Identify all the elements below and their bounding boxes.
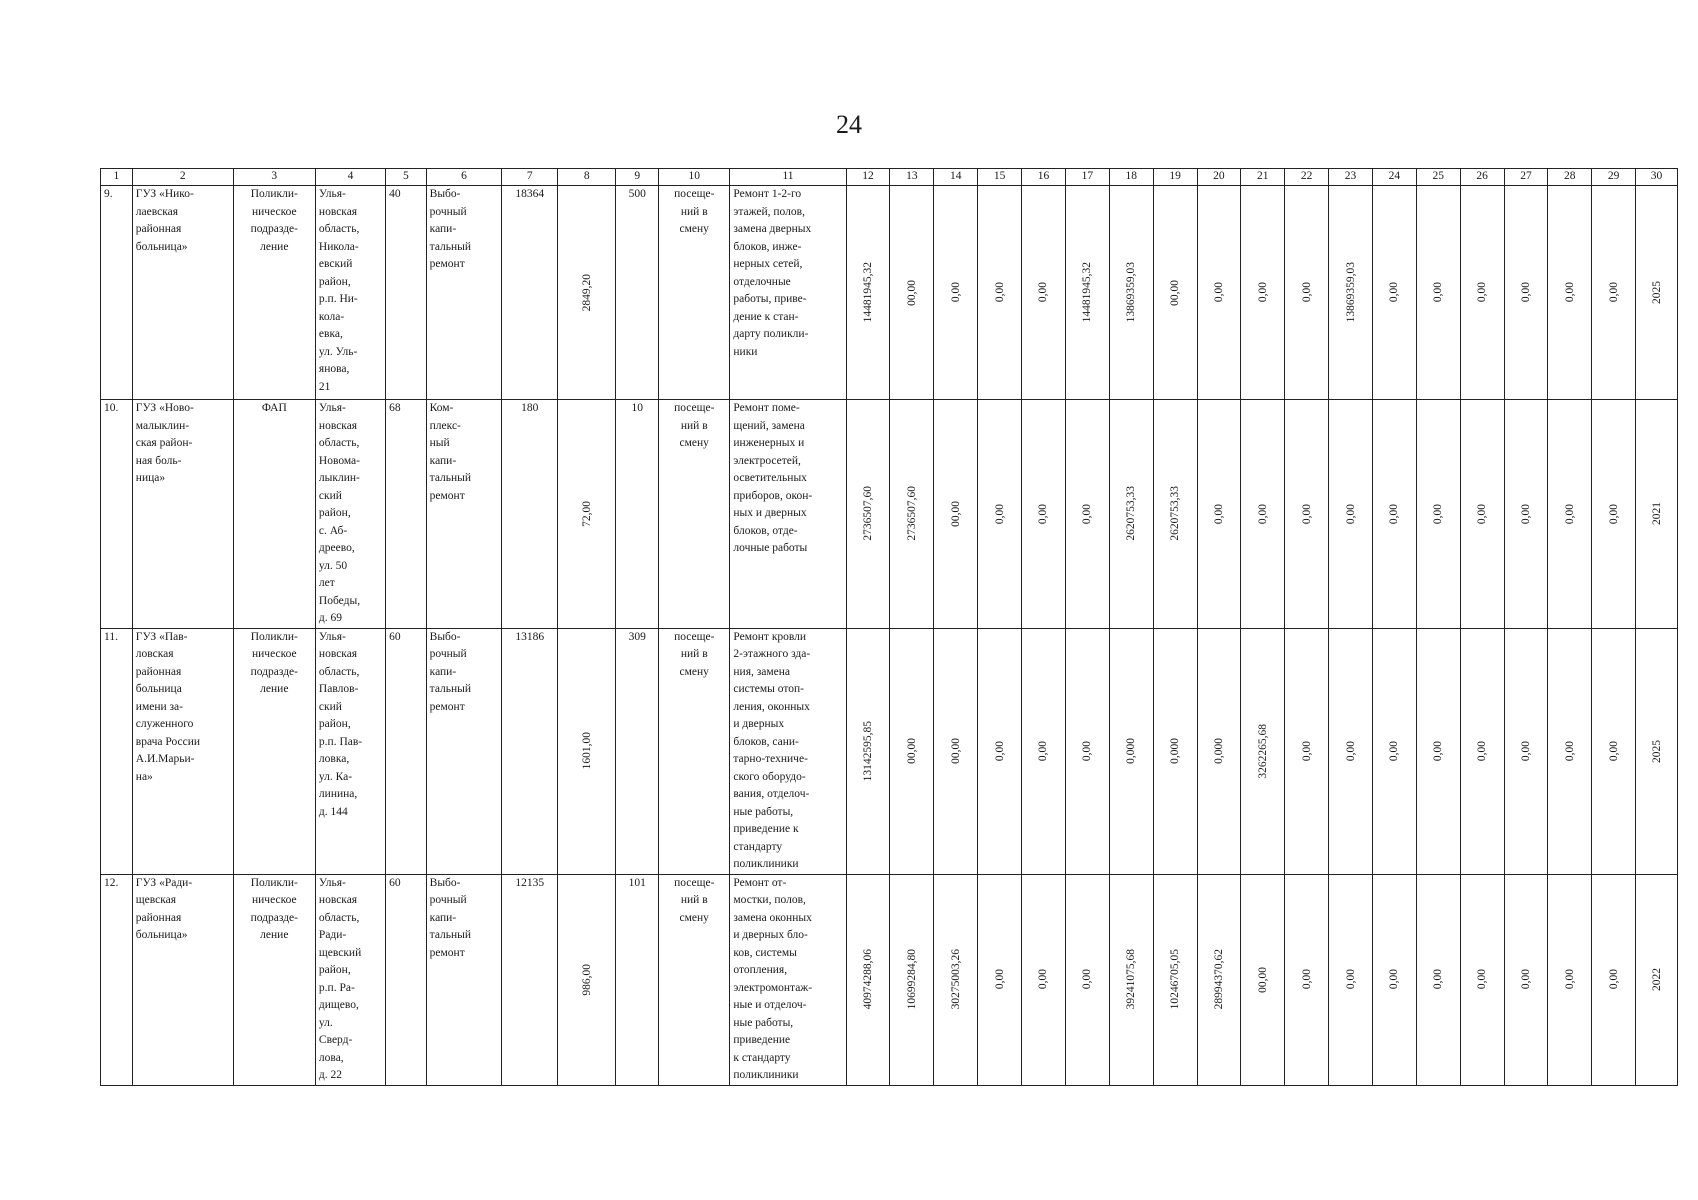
amount-column-20-text: 0,000 (1212, 738, 1225, 764)
institution-name (132, 186, 233, 400)
amount-column-17-text: 0,00 (1081, 740, 1094, 762)
amount-column-12-text: 13142595,85 (862, 720, 875, 782)
column-5-value (386, 874, 427, 1085)
amount-column-20 (1197, 874, 1241, 1085)
completion-year-text: 2022 (1650, 968, 1663, 991)
unit-type-text: Поликли- ническое подразде- ление (250, 188, 298, 253)
amount-column-13-text: 00,00 (905, 738, 918, 764)
amount-column-20-text: 0,00 (1212, 503, 1225, 524)
amount-column-17 (1065, 186, 1109, 400)
column-number: 29 (1592, 169, 1636, 186)
table-row (101, 628, 1678, 874)
amount-column-21-text: 3262265,68 (1256, 723, 1269, 779)
amount-column-17-text: 14481945,32 (1081, 262, 1094, 323)
amount-column-24 (1372, 186, 1416, 400)
amount-column-24 (1372, 400, 1416, 629)
column-9-value-text: 309 (628, 630, 646, 643)
unit-type (233, 874, 315, 1085)
column-8-value (558, 400, 616, 629)
column-number: 9 (616, 169, 659, 186)
capacity-unit (659, 628, 730, 874)
amount-column-15-text: 0,00 (993, 503, 1006, 524)
amount-column-24 (1372, 874, 1416, 1085)
capacity-unit-text: посеще- ний в смену (674, 402, 715, 449)
amount-column-15 (978, 186, 1022, 400)
completion-year-text: 2025 (1650, 281, 1663, 304)
address (315, 628, 385, 874)
column-number: 14 (934, 169, 978, 186)
institution-name-text: ГУЗ «Ново- малыклин- ская район- ная боль- ница» (135, 402, 194, 484)
column-number: 16 (1022, 169, 1066, 186)
amount-column-20 (1197, 628, 1241, 874)
column-number: 27 (1504, 169, 1548, 186)
amount-column-19-text: 00,00 (1169, 279, 1182, 306)
column-9-value (616, 186, 659, 400)
amount-column-23 (1329, 874, 1373, 1085)
capacity-unit-text: посеще- ний в смену (674, 630, 715, 678)
amount-column-22-text: 0,00 (1300, 282, 1313, 303)
column-number: 19 (1153, 169, 1197, 186)
amount-column-23-text: 13869359,03 (1344, 262, 1357, 323)
column-5-value-text: 40 (389, 188, 401, 200)
column-8-value-text: 1601,00 (580, 732, 593, 770)
row-number (101, 186, 133, 400)
amount-column-21 (1241, 400, 1285, 629)
amount-column-16 (1022, 400, 1066, 629)
column-7-value (502, 628, 558, 874)
amount-column-18 (1109, 186, 1153, 400)
address (315, 186, 385, 400)
amount-column-12 (846, 186, 890, 400)
column-7-value-text: 13186 (515, 630, 545, 643)
amount-column-26-text: 0,00 (1476, 740, 1489, 762)
column-5-value-text: 60 (389, 876, 401, 889)
column-number: 13 (890, 169, 934, 186)
institution-name-text: ГУЗ «Нико- лаевская районная больница» (135, 188, 194, 253)
amount-column-18 (1109, 400, 1153, 629)
works-description (730, 400, 846, 629)
table-row (101, 186, 1678, 400)
completion-year-text: 2021 (1650, 502, 1663, 526)
amount-column-18-text: 0,000 (1125, 738, 1138, 764)
completion-year (1636, 186, 1678, 400)
column-number: 15 (978, 169, 1022, 186)
column-9-value-text: 101 (628, 876, 646, 889)
amount-column-16-text: 0,00 (1037, 282, 1050, 303)
capacity-unit (659, 874, 730, 1085)
column-9-value-text: 500 (628, 188, 646, 200)
amount-column-15 (978, 874, 1022, 1085)
amount-column-22 (1285, 400, 1329, 629)
amount-column-19 (1153, 874, 1197, 1085)
column-5-value (386, 628, 427, 874)
column-number: 7 (502, 169, 558, 186)
institution-name (132, 400, 233, 629)
column-7-value-text: 180 (521, 402, 539, 414)
column-number: 17 (1065, 169, 1109, 186)
repair-type (426, 400, 502, 629)
amount-column-13-text: 10699284,80 (905, 949, 918, 1010)
amount-column-27-text: 0,00 (1519, 969, 1532, 990)
amount-column-18 (1109, 874, 1153, 1085)
capacity-unit (659, 400, 730, 629)
amount-column-14 (934, 628, 978, 874)
amount-column-26 (1460, 400, 1504, 629)
column-9-value (616, 628, 659, 874)
amount-column-15-text: 0,00 (993, 282, 1006, 303)
amount-column-14 (934, 874, 978, 1085)
column-9-value (616, 400, 659, 629)
column-number: 28 (1548, 169, 1592, 186)
column-number: 26 (1460, 169, 1504, 186)
amount-column-23-text: 0,00 (1344, 740, 1357, 762)
column-number: 5 (386, 169, 427, 186)
amount-column-22 (1285, 874, 1329, 1085)
completion-year (1636, 400, 1678, 629)
unit-type (233, 186, 315, 400)
amount-column-24 (1372, 628, 1416, 874)
column-8-value-text: 986,00 (580, 963, 593, 996)
unit-type-text: ФАП (261, 402, 287, 414)
amount-column-26 (1460, 186, 1504, 400)
amount-column-24-text: 0,00 (1388, 503, 1401, 524)
column-7-value-text: 12135 (515, 876, 545, 889)
amount-column-13 (890, 628, 934, 874)
works-description (730, 186, 846, 400)
amount-column-25-text: 0,00 (1432, 503, 1445, 524)
amount-column-20-text: 28994370,62 (1212, 949, 1225, 1010)
amount-column-13-text: 2736507,60 (905, 486, 918, 542)
column-9-value (616, 874, 659, 1085)
amount-column-12-text: 40974288,06 (862, 949, 875, 1010)
amount-column-21 (1241, 874, 1285, 1085)
amount-column-17 (1065, 400, 1109, 629)
amount-column-20 (1197, 186, 1241, 400)
completion-year (1636, 628, 1678, 874)
amount-column-20 (1197, 400, 1241, 629)
column-number: 6 (426, 169, 502, 186)
amount-column-14-text: 0,00 (949, 282, 962, 303)
row-number-text: 9. (104, 188, 113, 200)
repair-type (426, 186, 502, 400)
amount-column-22-text: 0,00 (1300, 503, 1313, 524)
amount-column-16 (1022, 628, 1066, 874)
column-number: 4 (315, 169, 385, 186)
amount-column-28-text: 0,00 (1563, 740, 1576, 762)
amount-column-15 (978, 628, 1022, 874)
amount-column-27 (1504, 186, 1548, 400)
table-row (101, 874, 1678, 1085)
column-number: 10 (659, 169, 730, 186)
works-description (730, 628, 846, 874)
amount-column-19 (1153, 186, 1197, 400)
amount-column-29 (1592, 186, 1636, 400)
amount-column-13 (890, 186, 934, 400)
amount-column-27 (1504, 874, 1548, 1085)
amount-column-28-text: 0,00 (1563, 969, 1576, 990)
amount-column-29 (1592, 400, 1636, 629)
repair-type-text: Выбо- рочный капи- тальный ремонт (429, 876, 472, 959)
column-number: 25 (1416, 169, 1460, 186)
amount-column-19-text: 0,000 (1169, 738, 1182, 764)
row-number (101, 628, 133, 874)
amount-column-14-text: 30275003,26 (949, 949, 962, 1010)
column-number: 24 (1372, 169, 1416, 186)
amount-column-12-text: 14481945,32 (862, 262, 875, 323)
column-number: 18 (1109, 169, 1153, 186)
amount-column-29-text: 0,00 (1607, 503, 1620, 524)
column-number: 11 (730, 169, 846, 186)
amount-column-25-text: 0,00 (1432, 969, 1445, 990)
capacity-unit-text: посеще- ний в смену (674, 876, 715, 924)
amount-column-25 (1416, 874, 1460, 1085)
amount-column-24-text: 0,00 (1388, 740, 1401, 762)
column-5-value-text: 68 (389, 402, 401, 414)
amount-column-29 (1592, 874, 1636, 1085)
amount-column-14-text: 00,00 (949, 500, 962, 527)
amount-column-15-text: 0,00 (993, 969, 1006, 990)
amount-column-21 (1241, 186, 1285, 400)
amount-column-29-text: 0,00 (1607, 740, 1620, 762)
amount-column-21-text: 00,00 (1256, 966, 1269, 993)
column-8-value (558, 186, 616, 400)
amount-column-19-text: 10246705,05 (1169, 949, 1182, 1010)
amount-column-12-text: 2736507,60 (862, 486, 875, 542)
column-5-value-text: 60 (389, 630, 401, 643)
column-number: 8 (558, 169, 616, 186)
amount-column-25 (1416, 186, 1460, 400)
amount-column-18-text: 39241075,68 (1125, 949, 1138, 1010)
amount-column-28 (1548, 186, 1592, 400)
column-5-value (386, 400, 427, 629)
column-number: 3 (233, 169, 315, 186)
amount-column-22-text: 0,00 (1300, 969, 1313, 990)
amount-column-27-text: 0,00 (1519, 282, 1532, 303)
amount-column-24-text: 0,00 (1388, 282, 1401, 303)
amount-column-27 (1504, 400, 1548, 629)
works-description-text: Ремонт кровли 2-этажного зда- ния, замена системы отоп- ления, оконных и дверных блоков, сани- тарно-техниче- ского оборудо- вания, отделоч- ные работы, приведение к стандарту поликлиники (733, 630, 811, 870)
amount-column-23 (1329, 628, 1373, 874)
column-number: 1 (101, 169, 133, 186)
column-number-row (101, 169, 1678, 186)
address (315, 400, 385, 629)
amount-column-17 (1065, 628, 1109, 874)
capacity-unit-text: посеще- ний в смену (674, 188, 715, 235)
amount-column-16 (1022, 874, 1066, 1085)
amount-column-20-text: 0,00 (1212, 282, 1225, 303)
amount-column-23-text: 0,00 (1344, 969, 1357, 990)
works-description-text: Ремонт от- мостки, полов, замена оконных и дверных бло- ков, системы отопления, электромонтаж- ные и отделоч- ные работы, приведение к стандарту поликлиники (733, 876, 813, 1081)
address-text: Улья- новская область, Никола- евский район, р.п. Ни- кола- евка, ул. Уль- янова, 21 (318, 188, 360, 393)
column-number: 12 (846, 169, 890, 186)
amount-column-12 (846, 628, 890, 874)
amount-column-28 (1548, 628, 1592, 874)
unit-type-text: Поликли- ническое подразде- ление (250, 876, 298, 941)
amount-column-23 (1329, 186, 1373, 400)
capacity-unit (659, 186, 730, 400)
amount-column-18 (1109, 628, 1153, 874)
amount-column-14 (934, 400, 978, 629)
column-number: 20 (1197, 169, 1241, 186)
column-number: 30 (1636, 169, 1678, 186)
amount-column-15-text: 0,00 (993, 740, 1006, 762)
amount-column-19-text: 2620753,33 (1169, 486, 1182, 542)
table-row (101, 400, 1678, 629)
institution-name-text: ГУЗ «Ради- щевская районная больница» (135, 876, 193, 941)
amount-column-16-text: 0,00 (1037, 969, 1050, 990)
page-number: 24 (836, 110, 862, 139)
amount-column-28 (1548, 874, 1592, 1085)
institution-name (132, 628, 233, 874)
address-text: Улья- новская область, Новома- лыклин- ский район, с. Аб- дреево, ул. 50 лет Победы, д. 69 (318, 402, 361, 624)
amount-column-22 (1285, 186, 1329, 400)
amount-column-28-text: 0,00 (1563, 503, 1576, 524)
amount-column-13 (890, 874, 934, 1085)
unit-type-text: Поликли- ническое подразде- ление (250, 630, 298, 695)
column-5-value (386, 186, 427, 400)
amount-column-17-text: 0,00 (1081, 503, 1094, 524)
amount-column-18-text: 2620753,33 (1125, 486, 1138, 542)
column-9-value-text: 10 (631, 402, 643, 414)
amount-column-16 (1022, 186, 1066, 400)
works-description-text: Ремонт 1-2-го этажей, полов, замена дверных блоков, инже- нерных сетей, отделочные работы, приве- дение к стан- дарту поликли- ники (733, 188, 812, 358)
address-text: Улья- новская область, Павлов- ский район, р.п. Пав- ловка, ул. Ка- линина, д. 144 (318, 630, 363, 818)
amount-column-13-text: 00,00 (905, 279, 918, 306)
amount-column-16-text: 0,00 (1037, 740, 1050, 762)
column-8-value (558, 628, 616, 874)
column-8-value-text: 2849,20 (580, 273, 593, 312)
works-description-text: Ремонт поме- щений, замена инженерных и электросетей, осветительных приборов, окон- ных и дверных блоков, отде- лочные работы (733, 402, 813, 554)
amount-column-17-text: 0,00 (1081, 969, 1094, 990)
amount-column-26 (1460, 874, 1504, 1085)
amount-column-17 (1065, 874, 1109, 1085)
amount-column-29-text: 0,00 (1607, 282, 1620, 303)
amount-column-28 (1548, 400, 1592, 629)
amount-column-21-text: 0,00 (1256, 503, 1269, 524)
amount-column-23 (1329, 400, 1373, 629)
column-7-value (502, 186, 558, 400)
amount-column-26-text: 0,00 (1476, 969, 1489, 990)
address-text: Улья- новская область, Ради- щевский район, р.п. Ра- дищево, ул. Сверд- лова, д. 22 (318, 876, 362, 1081)
works-description (730, 874, 846, 1085)
row-number (101, 874, 133, 1085)
unit-type (233, 628, 315, 874)
column-8-value-text: 72,00 (580, 500, 593, 527)
column-7-value (502, 874, 558, 1085)
completion-year (1636, 874, 1678, 1085)
amount-column-22-text: 0,00 (1300, 740, 1313, 762)
completion-year-text: 2025 (1650, 739, 1663, 763)
register-table (100, 168, 1678, 1086)
amount-column-29 (1592, 628, 1636, 874)
repair-type-text: Выбо- рочный капи- тальный ремонт (429, 630, 472, 713)
column-number: 21 (1241, 169, 1285, 186)
amount-column-27-text: 0,00 (1519, 503, 1532, 524)
amount-column-26 (1460, 628, 1504, 874)
amount-column-23-text: 0,00 (1344, 503, 1357, 524)
amount-column-15 (978, 400, 1022, 629)
amount-column-28-text: 0,00 (1563, 282, 1576, 303)
amount-column-21-text: 0,00 (1256, 282, 1269, 303)
row-number-text: 10. (104, 402, 119, 414)
address (315, 874, 385, 1085)
column-number: 22 (1285, 169, 1329, 186)
amount-column-25-text: 0,00 (1432, 740, 1445, 762)
amount-column-18-text: 13869359,03 (1125, 262, 1138, 323)
row-number (101, 400, 133, 629)
amount-column-12 (846, 874, 890, 1085)
amount-column-26-text: 0,00 (1476, 503, 1489, 524)
repair-type (426, 874, 502, 1085)
amount-column-27-text: 0,00 (1519, 740, 1532, 762)
amount-column-25-text: 0,00 (1432, 282, 1445, 303)
column-7-value-text: 18364 (515, 188, 545, 200)
amount-column-25 (1416, 628, 1460, 874)
amount-column-29-text: 0,00 (1607, 969, 1620, 990)
column-7-value (502, 400, 558, 629)
amount-column-26-text: 0,00 (1476, 282, 1489, 303)
column-number: 2 (132, 169, 233, 186)
institution-name-text: ГУЗ «Пав- ловская районная больница имени за- служенного врача России А.И.Марьи- на» (135, 630, 201, 783)
column-number: 23 (1329, 169, 1373, 186)
amount-column-21 (1241, 628, 1285, 874)
amount-column-24-text: 0,00 (1388, 969, 1401, 990)
repair-type-text: Выбо- рочный капи- тальный ремонт (429, 188, 472, 270)
amount-column-19 (1153, 628, 1197, 874)
column-8-value (558, 874, 616, 1085)
repair-type (426, 628, 502, 874)
amount-column-22 (1285, 628, 1329, 874)
amount-column-19 (1153, 400, 1197, 629)
amount-column-12 (846, 400, 890, 629)
amount-column-16-text: 0,00 (1037, 503, 1050, 524)
amount-column-14 (934, 186, 978, 400)
amount-column-27 (1504, 628, 1548, 874)
repair-type-text: Ком- плекс- ный капи- тальный ремонт (429, 402, 472, 502)
amount-column-14-text: 00,00 (949, 738, 962, 764)
amount-column-13 (890, 400, 934, 629)
amount-column-25 (1416, 400, 1460, 629)
row-number-text: 11. (104, 630, 118, 643)
institution-name (132, 874, 233, 1085)
row-number-text: 12. (104, 876, 119, 889)
unit-type (233, 400, 315, 629)
